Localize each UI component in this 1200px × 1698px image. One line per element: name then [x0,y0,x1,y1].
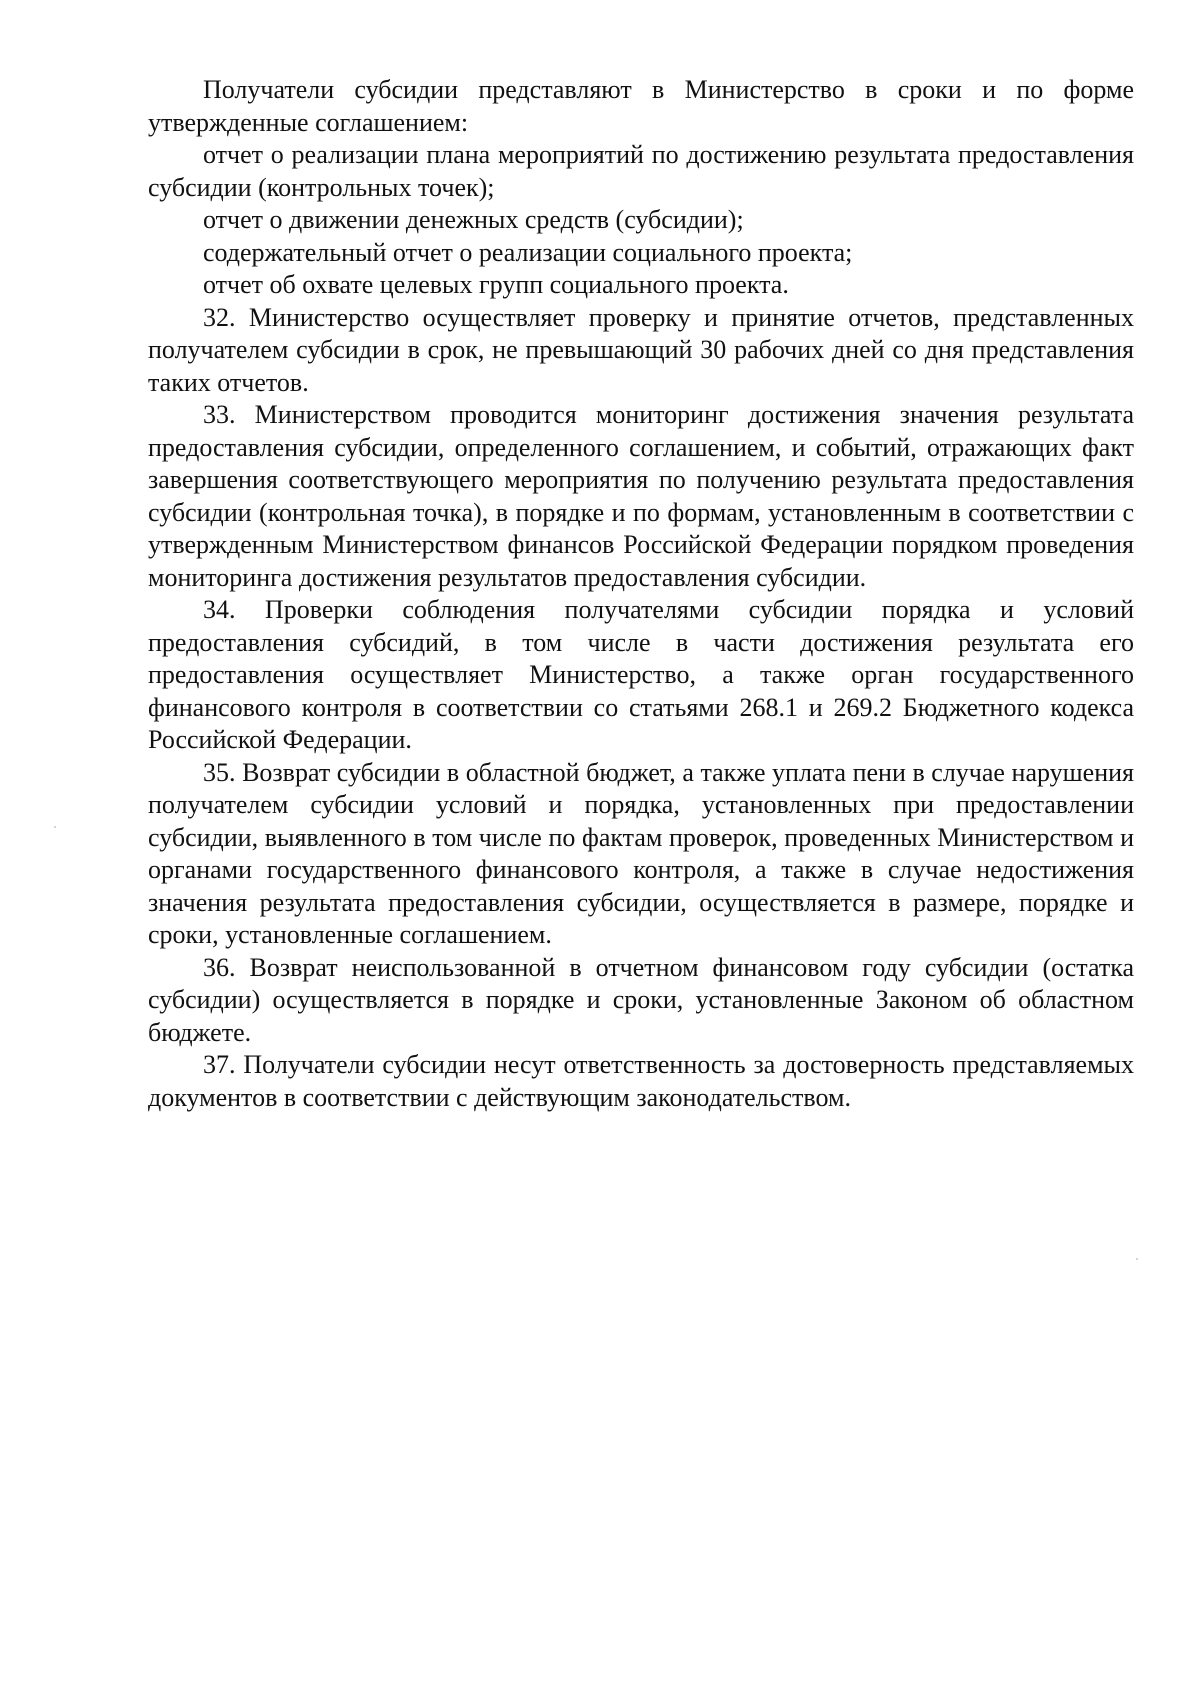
paragraph-34: 34. Проверки соблюдения получателями субсидии порядка и условий предоставления субсидий, в том числе в части достижения результата его предоставления осуществляет Министерство, а также орган государственного финансового контроля в соответствии со статьями 268.1 и 269.2 Бюджетного кодекса Российской Федерации. [148,595,1134,754]
paragraph-36: 36. Возврат неиспользованной в отчетном финансовом году субсидии (остатка субсидии) осуществляется в порядке и сроки, установленные Законом об областном бюджете. [148,952,1134,1047]
scan-speck [1136,1258,1138,1260]
document-body [148,74,1134,1114]
paragraph-report-content: содержательный отчет о реализации социального проекта; [203,237,853,267]
paragraph-report-coverage: отчет об охвате целевых групп социального проекта. [203,270,789,299]
paragraph-35: 35. Возврат субсидии в областной бюджет, а также уплата пени в случае нарушения получателем субсидии условий и порядка, установленных при предоставлении субсидии, выявленного в том числе по фактам проверок, проведенных Министерством и органами государственного финансового контроля, а также в случае недостижения значения результата предоставления субсидии, осуществляется в размере, порядке и сроки, установленные соглашением. [148,757,1134,949]
paragraph-report-cashflow: отчет о движении денежных средств (субсидии); [203,205,744,234]
paragraph-32: 32. Министерство осуществляет проверку и принятие отчетов, представленных получателем субсидии в срок, не превышающий 30 рабочих дней со дня представления таких отчетов. [148,302,1134,397]
paragraph-report-plan: отчет о реализации плана мероприятий по достижению результата предоставления субсидии (контрольных точек); [148,140,1134,202]
paragraph-33: 33. Министерством проводится мониторинг достижения значения результата предоставления субсидии, определенного соглашением, и событий, отражающих факт завершения соответствующего мероприятия по получению результата предоставления субсидии (контрольная точка), в порядке и по формам, установленным в соответствии с утвержденным Министерством финансов Российской Федерации порядком проведения мониторинга достижения результатов предоставления субсидии. [148,400,1134,592]
scan-speck [54,826,56,828]
paragraph-reporting-intro: Получатели субсидии представляют в Министерство в сроки и по форме утвержденные соглашением: [148,75,1134,137]
paragraph-37: 37. Получатели субсидии несут ответственность за достоверность представляемых документов в соответствии с действующим законодательством. [148,1050,1134,1112]
